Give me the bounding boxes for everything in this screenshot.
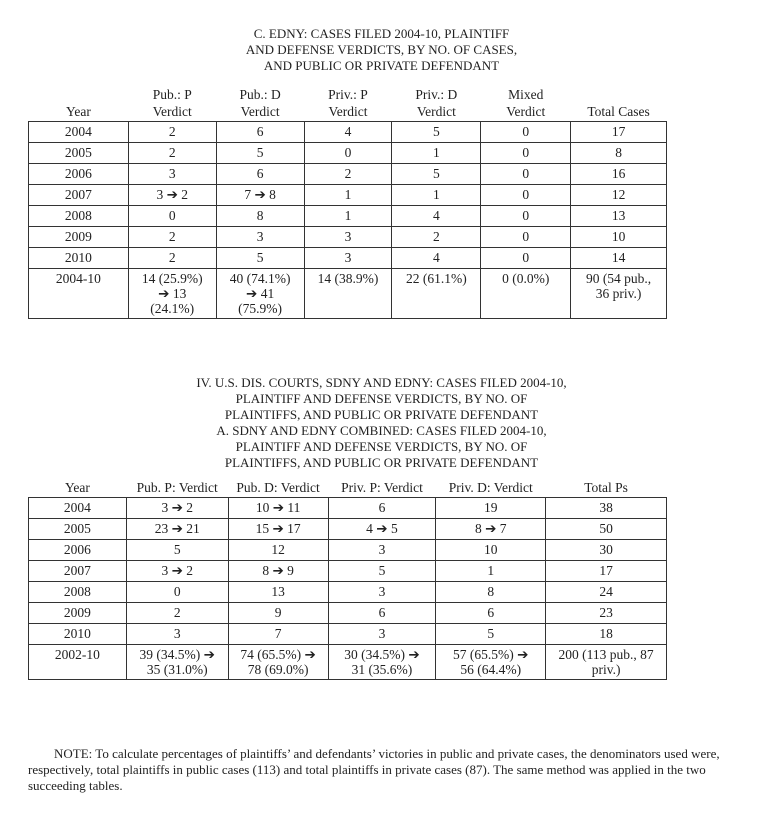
year-cell: 2010 bbox=[29, 248, 129, 269]
title-line: IV. U.S. DIS. COURTS, SDNY AND EDNY: CASES FILED 2004-10, bbox=[196, 375, 567, 390]
table-cell: 0 bbox=[481, 164, 571, 185]
table-cell: 3 ➔ 2 bbox=[128, 185, 216, 206]
table-cell: 7 ➔ 8 bbox=[216, 185, 304, 206]
total-cell-line: (75.9%) bbox=[238, 301, 283, 316]
table-row bbox=[29, 227, 667, 248]
table-cell: 10 bbox=[436, 540, 546, 561]
table-row bbox=[29, 185, 667, 206]
total-cell bbox=[128, 269, 216, 319]
year-cell: 2006 bbox=[29, 164, 129, 185]
table-cell: 0 bbox=[481, 206, 571, 227]
total-cell-line: 200 (113 pub., 87 bbox=[558, 647, 654, 662]
table-cell: 4 bbox=[392, 248, 481, 269]
table-cell: 5 bbox=[392, 122, 481, 143]
title-line: A. SDNY AND EDNY COMBINED: CASES FILED 2004-10, bbox=[216, 423, 547, 438]
total-cell-line: ➔ 13 bbox=[158, 286, 187, 301]
table-row bbox=[29, 582, 667, 603]
column-header-line: Priv.: D bbox=[415, 87, 458, 102]
table-cell: 0 bbox=[481, 248, 571, 269]
total-cell bbox=[304, 269, 392, 319]
table-cell: 10 bbox=[571, 227, 667, 248]
total-cell-line: 56 (64.4%) bbox=[460, 662, 522, 677]
total-cell-line: 57 (65.5%) ➔ bbox=[453, 647, 529, 662]
table-cell: 0 bbox=[481, 122, 571, 143]
title-line: PLAINTIFF AND DEFENSE VERDICTS, BY NO. OF bbox=[235, 391, 528, 406]
column-header-line: Mixed bbox=[508, 87, 544, 102]
column-header: Total Ps bbox=[546, 479, 667, 498]
column-header bbox=[216, 86, 304, 122]
table-cell: 8 ➔ 7 bbox=[436, 519, 546, 540]
table-cell: 7 bbox=[228, 624, 328, 645]
period-cell bbox=[29, 645, 127, 680]
table2-header-row bbox=[29, 479, 667, 498]
title-line: PLAINTIFFS, AND PUBLIC OR PRIVATE DEFENDANT bbox=[224, 407, 539, 422]
table-cell: 13 bbox=[571, 206, 667, 227]
total-row bbox=[29, 269, 667, 319]
table-cell: 2 bbox=[392, 227, 481, 248]
table-cell: 3 bbox=[128, 164, 216, 185]
table-cell: 0 bbox=[126, 582, 228, 603]
table-cell: 3 bbox=[216, 227, 304, 248]
title-line: C. EDNY: CASES FILED 2004-10, PLAINTIFF bbox=[253, 26, 510, 41]
table-cell: 3 bbox=[328, 582, 436, 603]
period-cell bbox=[29, 269, 129, 319]
table-cell: 2 bbox=[126, 603, 228, 624]
table-cell: 17 bbox=[546, 561, 667, 582]
column-header bbox=[128, 86, 216, 122]
total-cell-line: 78 (69.0%) bbox=[247, 662, 309, 677]
table-cell: 19 bbox=[436, 498, 546, 519]
column-header-line: Verdict bbox=[416, 104, 456, 119]
table-cell: 6 bbox=[328, 498, 436, 519]
table-cell: 8 bbox=[436, 582, 546, 603]
total-cell-line: 36 priv.) bbox=[595, 286, 642, 301]
table-cell: 8 bbox=[216, 206, 304, 227]
table1-header-row bbox=[29, 86, 667, 122]
total-cell-line: 35 (31.0%) bbox=[146, 662, 208, 677]
column-header: Priv. D: Verdict bbox=[436, 479, 546, 498]
table-row bbox=[29, 498, 667, 519]
total-cell-line: 30 (34.5%) ➔ bbox=[344, 647, 420, 662]
total-cell bbox=[546, 645, 667, 680]
total-cell-line: 90 (54 pub., bbox=[585, 271, 652, 286]
year-cell: 2006 bbox=[29, 540, 127, 561]
table-cell: 1 bbox=[304, 185, 392, 206]
table-row bbox=[29, 603, 667, 624]
total-cell bbox=[392, 269, 481, 319]
table-cell: 0 bbox=[481, 227, 571, 248]
table-row bbox=[29, 206, 667, 227]
table-cell: 2 bbox=[304, 164, 392, 185]
table-cell: 3 ➔ 2 bbox=[126, 498, 228, 519]
table-cell: 0 bbox=[481, 143, 571, 164]
total-cell-line: priv.) bbox=[591, 662, 621, 677]
column-header: Pub. P: Verdict bbox=[126, 479, 228, 498]
column-header-line: Verdict bbox=[506, 104, 546, 119]
table-cell: 1 bbox=[392, 143, 481, 164]
column-header-line: Pub.: D bbox=[239, 87, 281, 102]
table-cell: 2 bbox=[128, 122, 216, 143]
column-header bbox=[29, 86, 129, 122]
table-cell: 5 bbox=[216, 248, 304, 269]
table-cell: 16 bbox=[571, 164, 667, 185]
column-header-line bbox=[573, 86, 665, 103]
title-line: AND PUBLIC OR PRIVATE DEFENDANT bbox=[263, 58, 500, 73]
column-header: Pub. D: Verdict bbox=[228, 479, 328, 498]
total-cell bbox=[436, 645, 546, 680]
table-cell: 23 bbox=[546, 603, 667, 624]
table2-title bbox=[0, 375, 763, 471]
table-cell: 12 bbox=[228, 540, 328, 561]
table-cell: 10 ➔ 11 bbox=[228, 498, 328, 519]
table-row bbox=[29, 143, 667, 164]
table-cell: 1 bbox=[392, 185, 481, 206]
total-cell-line: 2002-10 bbox=[54, 647, 100, 662]
total-cell-line: 74 (65.5%) ➔ bbox=[240, 647, 316, 662]
total-cell bbox=[216, 269, 304, 319]
column-header: Priv. P: Verdict bbox=[328, 479, 436, 498]
table-cell: 24 bbox=[546, 582, 667, 603]
column-header-line: Year bbox=[65, 104, 91, 119]
year-cell: 2008 bbox=[29, 206, 129, 227]
total-cell bbox=[481, 269, 571, 319]
total-cell-line: ➔ 41 bbox=[246, 286, 275, 301]
column-header bbox=[571, 86, 667, 122]
table-cell: 3 bbox=[304, 248, 392, 269]
year-cell: 2010 bbox=[29, 624, 127, 645]
total-cell-line: (24.1%) bbox=[150, 301, 195, 316]
table-cell: 15 ➔ 17 bbox=[228, 519, 328, 540]
table-cell: 18 bbox=[546, 624, 667, 645]
table-cell: 17 bbox=[571, 122, 667, 143]
table-cell: 4 bbox=[304, 122, 392, 143]
table-cell: 3 ➔ 2 bbox=[126, 561, 228, 582]
table-cell: 12 bbox=[571, 185, 667, 206]
total-cell-line: 31 (35.6%) bbox=[351, 662, 413, 677]
table-cell: 3 bbox=[304, 227, 392, 248]
total-cell-line: 40 (74.1%) bbox=[229, 271, 291, 286]
table-row bbox=[29, 122, 667, 143]
total-row bbox=[29, 645, 667, 680]
table-cell: 3 bbox=[328, 540, 436, 561]
total-cell-line: 2004-10 bbox=[55, 271, 101, 286]
table-cell: 6 bbox=[216, 164, 304, 185]
total-cell-line: 39 (34.5%) ➔ bbox=[139, 647, 215, 662]
table-cell: 8 ➔ 9 bbox=[228, 561, 328, 582]
table-cell: 6 bbox=[216, 122, 304, 143]
column-header-line: Verdict bbox=[328, 104, 368, 119]
table-cell: 5 bbox=[126, 540, 228, 561]
table1-title bbox=[0, 26, 763, 74]
year-cell: 2009 bbox=[29, 227, 129, 248]
total-cell bbox=[571, 269, 667, 319]
total-cell-line: 14 (25.9%) bbox=[141, 271, 203, 286]
table-cell: 8 bbox=[571, 143, 667, 164]
note-paragraph: NOTE: To calculate percentages of plaintiffs’ and defendants’ victories in public and private cases, the denominators used were, respectively, total plaintiffs in public cases (113) and total plaintiffs in private cases (87). The same method was applied in the two succeeding tables. bbox=[28, 746, 720, 793]
table-cell: 13 bbox=[228, 582, 328, 603]
column-header-line: Priv.: P bbox=[328, 87, 368, 102]
table-cell: 50 bbox=[546, 519, 667, 540]
table-cell: 2 bbox=[128, 227, 216, 248]
year-cell: 2004 bbox=[29, 122, 129, 143]
total-cell-line: 0 (0.0%) bbox=[502, 271, 550, 286]
table-cell: 23 ➔ 21 bbox=[126, 519, 228, 540]
table-cell: 5 bbox=[436, 624, 546, 645]
table-cell: 5 bbox=[328, 561, 436, 582]
table-cell: 14 bbox=[571, 248, 667, 269]
title-line: AND DEFENSE VERDICTS, BY NO. OF CASES, bbox=[245, 42, 518, 57]
total-cell bbox=[228, 645, 328, 680]
table-cell: 4 ➔ 5 bbox=[328, 519, 436, 540]
combined-plaintiffs-table bbox=[28, 479, 667, 680]
column-header-line: Pub.: P bbox=[152, 87, 192, 102]
table-cell: 1 bbox=[304, 206, 392, 227]
table-cell: 3 bbox=[328, 624, 436, 645]
table-cell: 0 bbox=[304, 143, 392, 164]
year-cell: 2004 bbox=[29, 498, 127, 519]
table-cell: 5 bbox=[392, 164, 481, 185]
total-cell-line: 14 (38.9%) bbox=[317, 271, 379, 286]
table-cell: 1 bbox=[436, 561, 546, 582]
year-cell: 2008 bbox=[29, 582, 127, 603]
table-cell: 2 bbox=[128, 143, 216, 164]
year-cell: 2005 bbox=[29, 519, 127, 540]
table-cell: 0 bbox=[481, 185, 571, 206]
table-cell: 38 bbox=[546, 498, 667, 519]
table-row bbox=[29, 540, 667, 561]
year-cell: 2007 bbox=[29, 185, 129, 206]
column-header-line: Verdict bbox=[240, 104, 280, 119]
table-cell: 4 bbox=[392, 206, 481, 227]
table-cell: 0 bbox=[128, 206, 216, 227]
column-header-line: Verdict bbox=[152, 104, 192, 119]
column-header-line: Total Cases bbox=[587, 104, 650, 119]
total-cell bbox=[328, 645, 436, 680]
table-row bbox=[29, 561, 667, 582]
table-row bbox=[29, 164, 667, 185]
total-cell-line: 22 (61.1%) bbox=[405, 271, 467, 286]
column-header bbox=[481, 86, 571, 122]
edny-cases-table bbox=[28, 86, 667, 319]
year-cell: 2009 bbox=[29, 603, 127, 624]
table-cell: 30 bbox=[546, 540, 667, 561]
table-cell: 6 bbox=[328, 603, 436, 624]
table-cell: 3 bbox=[126, 624, 228, 645]
table-cell: 9 bbox=[228, 603, 328, 624]
column-header bbox=[392, 86, 481, 122]
table-row bbox=[29, 624, 667, 645]
column-header bbox=[304, 86, 392, 122]
table-row bbox=[29, 248, 667, 269]
year-cell: 2005 bbox=[29, 143, 129, 164]
title-line: PLAINTIFFS, AND PUBLIC OR PRIVATE DEFENDANT bbox=[224, 455, 539, 470]
column-header: Year bbox=[29, 479, 127, 498]
table-cell: 2 bbox=[128, 248, 216, 269]
table-cell: 5 bbox=[216, 143, 304, 164]
table-row bbox=[29, 519, 667, 540]
column-header-line bbox=[31, 86, 127, 103]
title-line: PLAINTIFF AND DEFENSE VERDICTS, BY NO. OF bbox=[235, 439, 528, 454]
total-cell bbox=[126, 645, 228, 680]
year-cell: 2007 bbox=[29, 561, 127, 582]
table-cell: 6 bbox=[436, 603, 546, 624]
